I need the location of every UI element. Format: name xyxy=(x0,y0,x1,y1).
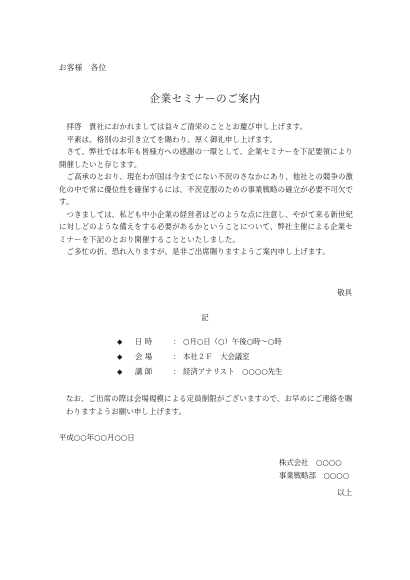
diamond-bullet-icon: ◆ xyxy=(117,352,123,361)
body-line: ミナーを下記のとおり開催することといたしました。 xyxy=(59,234,240,244)
sender-block xyxy=(279,456,349,482)
note-paragraph xyxy=(66,392,352,418)
document-title: 企業セミナーのご案内 xyxy=(149,93,261,105)
body-line: さて、弊社では本年も皆様方への感謝の一環として、企業セミナーを下記要領により xyxy=(59,147,353,156)
detail-row-speaker xyxy=(117,364,283,379)
note-line: なお、ご出席の際は会場規模による定員制限がございますので、お早めにご連絡を賜 xyxy=(66,394,353,403)
body-line: ご多忙の折、恐れ入りますが、是非ご出席賜りますようご案内申し上げます。 xyxy=(59,247,330,256)
detail-label: 日 時 xyxy=(135,337,153,346)
body-line: つきましては、私ども中小企業の経営者はどのような点に注意し、やがて来る新世紀 xyxy=(59,209,354,219)
body-line: に対しどのような備えをする必要があるかということについて、弊社主催による企業セ xyxy=(59,222,353,231)
detail-row-venue xyxy=(117,349,283,364)
body-line: 開催したいと存じます。 xyxy=(59,159,142,169)
detail-separator: ： xyxy=(173,367,181,376)
body-line: ご高承のとおり、現在わが国は今までにない不況のさなかにあり、他社との競争の激 xyxy=(59,172,354,181)
detail-separator: ： xyxy=(173,337,181,346)
note-line: わりますようお願い申し上げます。 xyxy=(66,407,187,416)
issue-date: 平成○○年○○月○○日 xyxy=(59,433,135,442)
body-line: 拝啓 貴社におかれましては益々ご清栄のこととお慶び申し上げます。 xyxy=(59,122,308,131)
diamond-bullet-icon: ◆ xyxy=(117,337,123,346)
detail-value: 本社２Ｆ 大会議室 xyxy=(183,352,250,361)
detail-label: 講 師 xyxy=(135,367,153,376)
detail-value: ○月○日（○）午後○時～○時 xyxy=(183,337,282,346)
body-line: 化の中で常に優位性を確保するには、不況克服のための事業戦略の確立が必要不可欠で xyxy=(59,184,354,194)
letter-body xyxy=(59,121,359,259)
sender-company: 株式会社 ○○○○ xyxy=(279,458,342,467)
sender-department: 事業戦略部 ○○○○ xyxy=(279,471,350,480)
body-line: 平素は、格別のお引き立てを賜わり、厚く御礼申し上げます。 xyxy=(59,134,278,144)
detail-label: 会 場 xyxy=(135,352,153,361)
addressee: お客様 各位 xyxy=(59,63,107,72)
body-line: す。 xyxy=(59,197,74,206)
detail-value: 経済アナリスト ○○○○先生 xyxy=(183,367,283,376)
diamond-bullet-icon: ◆ xyxy=(117,367,123,376)
detail-separator: ： xyxy=(173,352,181,361)
event-details xyxy=(117,334,283,379)
detail-row-datetime xyxy=(117,334,283,349)
closing-keigu: 敬具 xyxy=(337,288,352,297)
ending-ijou: 以上 xyxy=(337,488,352,497)
ki-heading: 記 xyxy=(201,313,209,322)
